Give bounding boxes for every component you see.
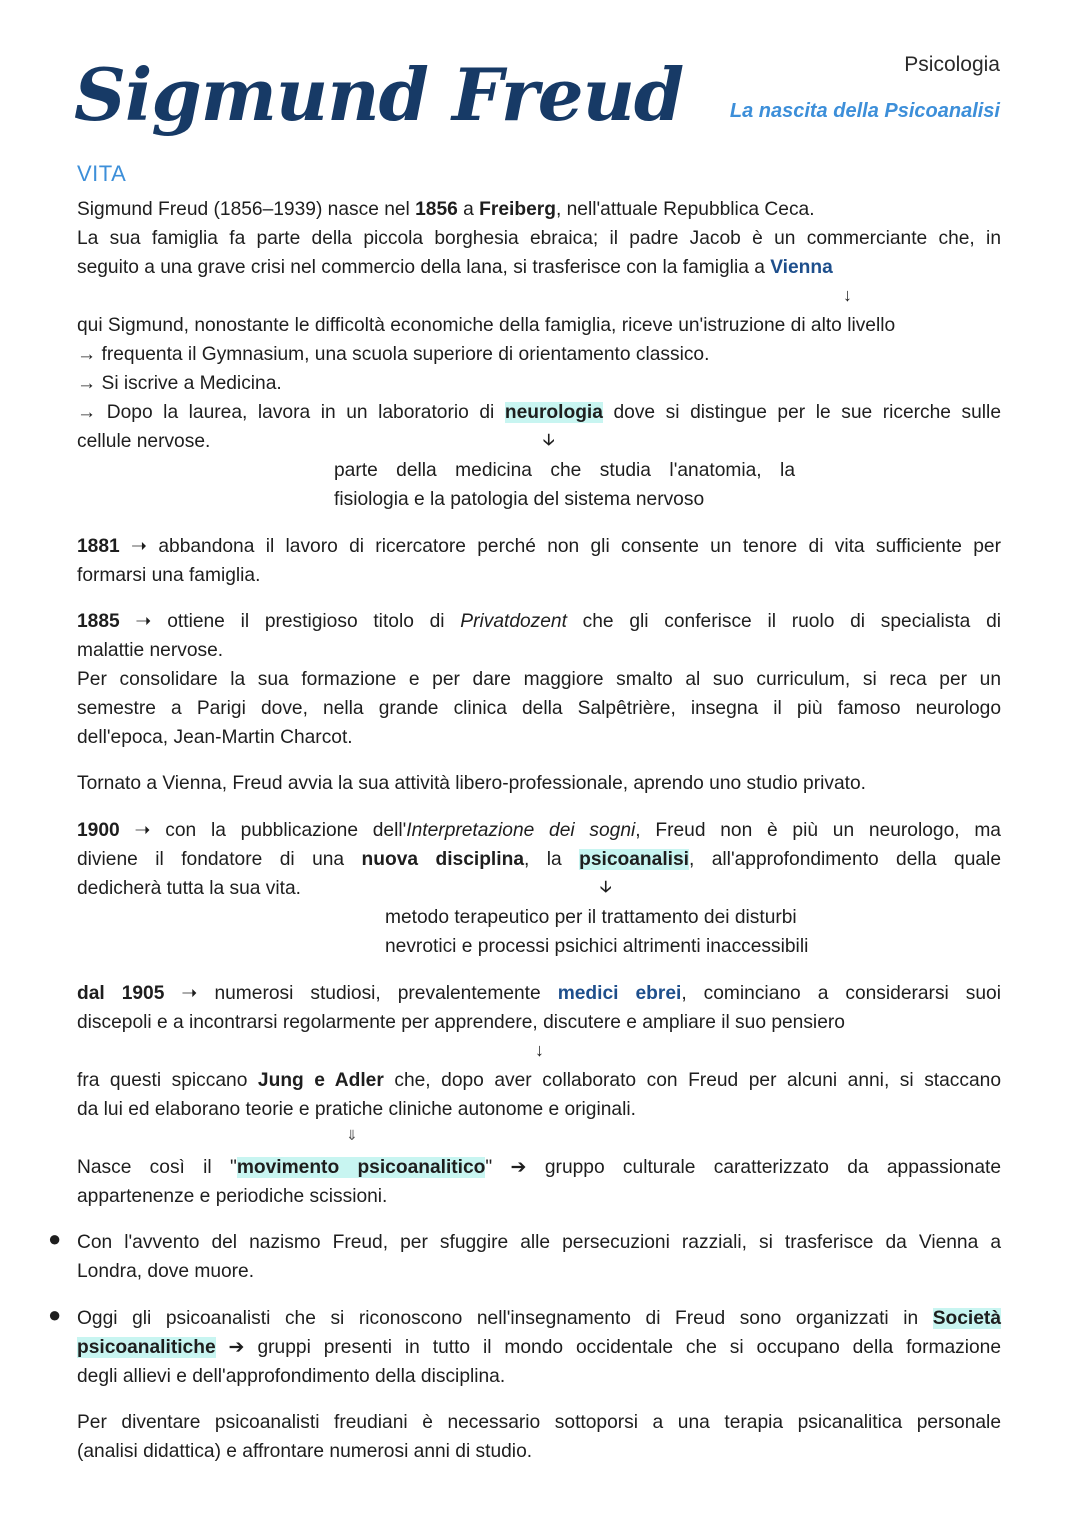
life-line-5: → frequenta il Gymnasium, una scuola superiore di orientamento classico. [77,344,710,365]
bullet-2-line-3: degli allievi e dell'approfondimento della disciplina. [77,1366,506,1387]
y1905-line-3: fra questi spiccano Jung e Adler che, dopo aver collaborato con Freud per alcuni anni, si staccano [77,1070,1001,1091]
highlight-neurologia: neurologia [504,402,603,423]
section-heading: VITA [77,161,127,186]
down-arrow-icon: ↓ [535,1040,544,1060]
life-line-3: seguito a una grave crisi nel commercio della lana, si trasferisce con la famiglia a Vienna [77,257,833,278]
y1900-line-2: diviene il fondatore di una nuova disciplina, la psicoanalisi, all'approfondimento della quale [77,849,1001,870]
movement-line-2: appartenenze e periodiche scissioni. [77,1186,388,1207]
y1885-line-3: Per consolidare la sua formazione e per dare maggiore smalto al suo curriculum, si reca per un [77,669,1001,690]
psychoanalysis-definition-1: metodo terapeutico per il trattamento dei disturbi [385,907,797,928]
bullet-1-line-1: Con l'avvento del nazismo Freud, per sfuggire alle persecuzioni razziali, si trasferisce da Vienna a [77,1232,1001,1253]
movement-line-1: Nasce così il "movimento psicoanalitico" ➔ gruppo culturale caratterizzato da appassionate [77,1157,1001,1178]
final-paragraph-line-1: Per diventare psicoanalisti freudiani è necessario sottoporsi a una terapia psicanalitica personale [77,1412,1001,1433]
bullet-2-line-1: Oggi gli psicoanalisti che si riconoscono nell'insegnamento di Freud sono organizzati in Società [77,1308,1001,1329]
neurology-definition-2: fisiologia e la patologia del sistema nervoso [334,489,705,510]
y1905-line-1: dal 1905 ➝ numerosi studiosi, prevalentemente medici ebrei, cominciano a considerarsi suoi [77,983,1001,1004]
down-arrow-icon: ↓ [843,285,852,305]
bullet-icon: ● [48,1302,62,1327]
y1881-line-1: 1881 ➝ abbandona il lavoro di ricercatore perché non gli consente un tenore di vita sufficiente per [77,536,1001,557]
y1885-line-5: dell'epoca, Jean-Martin Charcot. [77,727,353,748]
bullet-icon: ● [48,1226,62,1251]
final-paragraph-line-2: (analisi didattica) e affrontare numerosi anni di studio. [77,1441,533,1462]
return-vienna-line: Tornato a Vienna, Freud avvia la sua attività libero-professionale, aprendo uno studio privato. [77,773,866,794]
page-subtitle: La nascita della Psicoanalisi [729,100,1000,122]
neurology-definition-1: parte della medicina che studia l'anatomia, la [334,460,795,481]
y1885-line-4: semestre a Parigi dove, nella grande clinica della Salpêtrière, insegna il più famoso neurologo [77,698,1001,719]
y1885-line-2: malattie nervose. [77,640,224,661]
down-arrow-icon: 🡣 [543,432,555,449]
subject-label: Psicologia [904,53,1000,76]
y1881-line-2: formarsi una famiglia. [77,565,261,586]
highlight-psicoanalisi: psicoanalisi [579,849,689,870]
y1900-line-1: 1900 ➝ con la pubblicazione dell'Interpretazione dei sogni, Freud non è più un neurologo, ma [77,820,1001,841]
life-line-7: → Dopo la laurea, lavora in un laboratorio di neurologia dove si distingue per le sue ricerche sulle [77,402,1001,423]
highlight-movimento: movimento psicoanalitico [236,1157,486,1178]
psychoanalysis-definition-2: nevrotici e processi psichici altrimenti inaccessibili [385,936,809,957]
life-line-8: cellule nervose. [77,431,211,452]
life-line-4: qui Sigmund, nonostante le difficoltà economiche della famiglia, riceve un'istruzione di alto livello [77,315,896,336]
y1905-line-4: da lui ed elaborano teorie e pratiche cliniche autonome e originali. [77,1099,636,1120]
life-line-2: La sua famiglia fa parte della piccola borghesia ebraica; il padre Jacob è un commerciante che, in [77,228,1001,249]
page-title: Sigmund Freud [74,52,684,137]
life-line-1: Sigmund Freud (1856–1939) nasce nel 1856 a Freiberg, nell'attuale Repubblica Ceca. [77,199,815,220]
y1885-line-1: 1885 ➝ ottiene il prestigioso titolo di Privatdozent che gli conferisce il ruolo di specialista di [77,611,1002,632]
bullet-1-line-2: Londra, dove muore. [77,1261,255,1282]
double-down-arrow-icon: ⇓ [346,1127,358,1143]
bullet-2-line-2: psicoanalitiche ➔ gruppi presenti in tutto il mondo occidentale che si occupano della formazione [77,1337,1001,1358]
y1900-line-3: dedicherà tutta la sua vita. [77,878,301,899]
down-arrow-icon: 🡣 [600,879,612,896]
life-line-6: → Si iscrive a Medicina. [77,373,282,394]
y1905-line-2: discepoli e a incontrarsi regolarmente per apprendere, discutere e ampliare il suo pensiero [77,1012,845,1033]
